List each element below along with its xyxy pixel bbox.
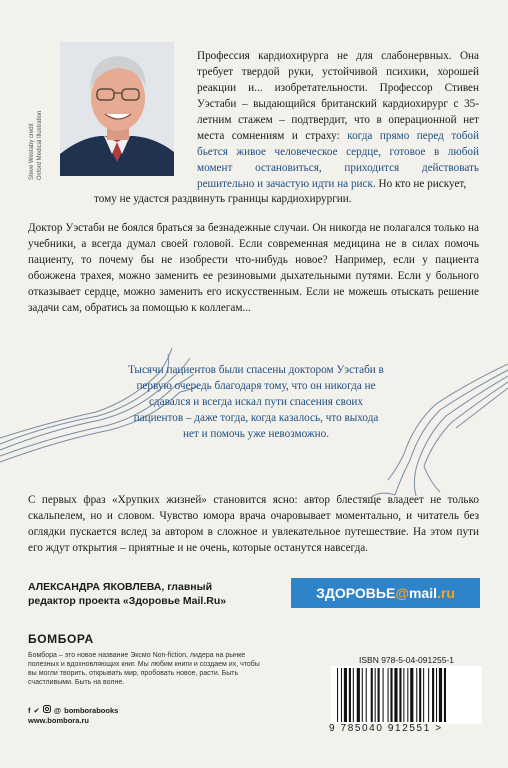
vk-icon: ✔: [33, 705, 40, 715]
intro-paragraph: [197, 48, 479, 192]
badge-mail: mail: [408, 585, 437, 601]
pull-quote: Тысячи пациентов были спасены доктором Уэстаби в первую очередь благодаря тому, что он никогда не сдавался и всегда искал пути спасения своих пациентов – даже тогда, когда казалось, что выхода нет и помочь уже невозможно.: [128, 364, 384, 440]
publisher-website: www.bombora.ru: [28, 716, 89, 725]
intro-text-after: Но кто не рискует,: [378, 178, 467, 190]
barcode: [331, 666, 482, 724]
intro-highlight: когда прямо перед тобой бьется живое человеческое сердце, готовое в любой момент остановиться, приходится действовать решительно и зачастую идти на риск.: [197, 130, 479, 190]
photo-credit: [28, 40, 58, 180]
signature-name: АЛЕКСАНДРА ЯКОВЛЕВА,: [28, 581, 165, 593]
author-photo: [60, 42, 174, 176]
publisher-logo: БОМБОРА: [28, 632, 94, 646]
zdorovie-mail-badge: [291, 578, 480, 608]
instagram-icon: [43, 705, 51, 715]
photo-credit-line1: Steve Westaby credit: [29, 123, 35, 180]
review-paragraph: С первых фраз «Хрупких жизней» становится ясно: автор блестяще владеет не только скальпелем, но и словом. Чувство юмора врача очаровывает моментально, и читатель без оглядки пускается вслед за автором в сложное и увлекательное путешествие. На этом пути его ждут открытия – приятные и не очень, которые останутся навсегда.: [28, 494, 479, 554]
social-handle: bomborabooks: [64, 705, 119, 715]
review-signature: [28, 580, 258, 608]
photo-credit-line2: Oxford Medical Illustration: [37, 110, 43, 180]
isbn-label: ISBN 978-5-04-091255-1: [359, 655, 454, 665]
facebook-icon: f: [28, 705, 31, 715]
intro-text: Профессия кардиохирурга не для слабонервных. Она требует твердой руки, устойчивой психики, хорошей реакции и... изобретательности. Профессор Стивен Уэстаби – выдающийся британский кардиохирург с 35-летним стажем – подтвердит, что в операционной нет места сомнениям и страху:: [197, 50, 479, 142]
badge-ru: .ru: [436, 585, 455, 601]
social-row: f ✔ @ bomborabooks: [28, 705, 119, 715]
badge-word: ЗДОРОВЬЕ: [316, 585, 396, 601]
barcode-digits: 9 785040 912551 >: [329, 723, 443, 734]
signature-role: главный редактор проекта «Здоровье Mail.Ru»: [28, 581, 227, 607]
badge-at: @: [395, 585, 409, 601]
publisher-blurb: Бомбора – это новое название Эксмо Non-fiction, лидера на рынке полезных и вдохновляющих книг. Мы любим книги и создаем их, чтобы вы могли творить, открывать мир, пробовать новое, расти. Быть счастливыми. Быть на волне.: [28, 652, 260, 686]
intro-tail: тому не удастся раздвинуть границы кардиохирургии.: [94, 193, 352, 205]
body-paragraph: Доктор Уэстаби не боялся браться за безнадежные случаи. Он никогда не полагался только на учебники, а всегда думал своей головой. Если современная медицина не в силах помочь пациенту, то почему бы не изобрести что-нибудь новое? Например, если у пациента обожжена трахея, можно заменить ее резиновыми дыхательными путями. Если у больного отказывает сердце, можно заменить его искусственным. Если не можешь отыскать решение задачи сам, обратись за помощью к коллегам...: [28, 222, 479, 314]
